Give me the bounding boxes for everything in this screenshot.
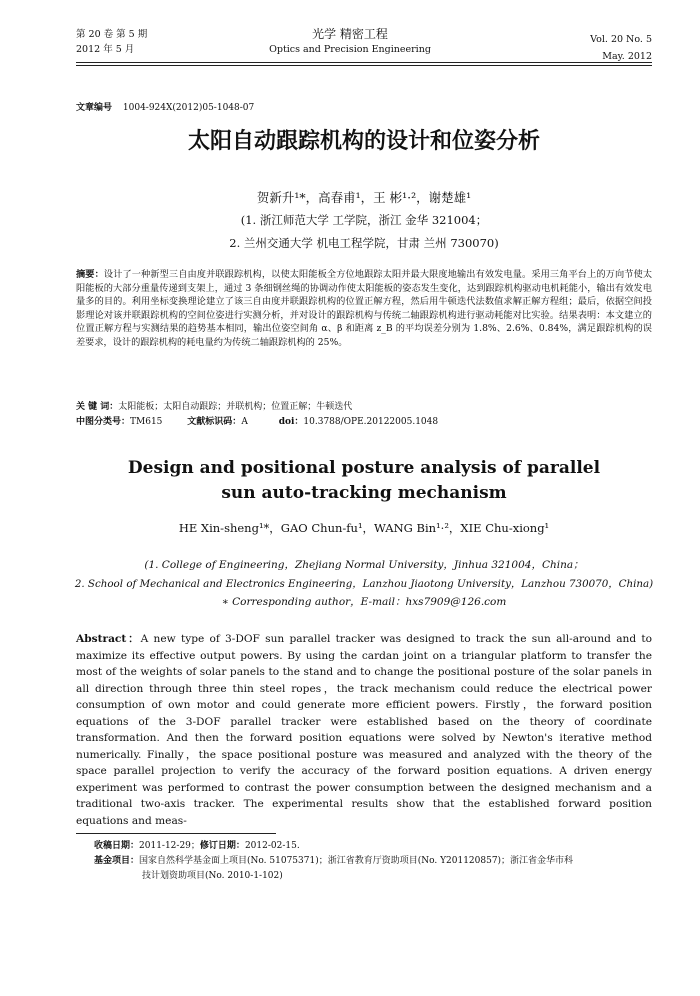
footnote-rule xyxy=(76,833,276,834)
article-number-label: 文章编号 xyxy=(76,103,113,113)
received-date: 2011-12-29； xyxy=(139,841,200,851)
article-number xyxy=(76,101,254,115)
article-number-value: 1004-924X(2012)05-1048-07 xyxy=(122,103,255,113)
footnote-dates xyxy=(94,839,654,853)
cn-keywords-text: 太阳能板；太阳自动跟踪；并联机构；位置正解；牛顿迭代 xyxy=(118,402,353,412)
cn-authors: 贺新升¹*，高春甫¹，王 彬¹·²，谢楚雄¹ xyxy=(256,190,472,205)
cn-abstract-label: 摘要： xyxy=(76,269,104,280)
en-affiliation-1: (1. College of Engineering，Zhejiang Normal University，Jinhua 321004，China； xyxy=(144,559,584,571)
doc-id-value: A xyxy=(241,417,248,427)
cn-keywords xyxy=(76,400,652,414)
cn-title: 太阳自动跟踪机构的设计和位姿分析 xyxy=(187,129,540,154)
journal-date-cn: 2012 年 5 月 xyxy=(76,44,135,55)
cn-classification xyxy=(76,415,652,429)
cn-abstract-text: 设计了一种新型三自由度并联跟踪机构，以使太阳能板全方位地跟踪太阳并最大限度地输出有效发电量。采用三角平台上的万向节使太阳能板的大部分重量传递到支架上，通过 3 条细钢丝绳的协调动作使太阳能板的姿态发生变化，达到跟踪机构驱动电机耗能小，输出有效发电量多的目的。利用坐标变换理论建立了该三自由度并联跟踪机构的位置正解方程，然后用牛顿迭代法数值求解正解方程组；最后，依据空间投影理论对该并联跟踪机构的空间位姿进行实测分析，并对设计的跟踪机构与传统二轴跟踪机构进行驱动耗能对比实验。结果表明：本文建立的位置正解方程与实测结果的趋势基本相同，输出位姿空间角 α、β 和距离 z_B 的平均误差分别为 1.8%、2.6%、0.84%，满足跟踪机构的误差要求，设计的跟踪机构的耗电量约为传统二轴跟踪机构的 25%。 xyxy=(76,269,653,348)
doi-value: 10.3788/OPE.20122005.1048 xyxy=(303,417,439,427)
class-value: TM615 xyxy=(130,417,163,427)
doi-label: doi： xyxy=(278,417,304,427)
journal-date-en: May. 2012 xyxy=(602,51,652,62)
en-affiliation-2: 2. School of Mechanical and Electronics Engineering，Lanzhou Jiaotong University，Lanzhou 730070，China) xyxy=(74,578,654,590)
en-authors: HE Xin-sheng¹*，GAO Chun-fu¹，WANG Bin¹·²，XIE Chu-xiong¹ xyxy=(178,521,550,535)
en-title-line2: sun auto-tracking mechanism xyxy=(221,483,507,503)
journal-volume-en: Vol. 20 No. 5 xyxy=(590,34,652,45)
journal-name-cn: 光学 精密工程 xyxy=(312,27,388,41)
footnote-fund xyxy=(94,854,654,868)
fund-line1: 国家自然科学基金面上项目(No. 51075371)；浙江省教育厅资助项目(No. Y201120857)；浙江省金华市科 xyxy=(139,856,574,866)
class-label: 中图分类号： xyxy=(76,417,131,427)
header-rule-bottom xyxy=(76,65,652,66)
doc-id-label: 文献标识码： xyxy=(187,417,242,427)
en-abstract xyxy=(76,631,652,829)
cn-affiliation-1: (1. 浙江师范大学 工学院，浙江 金华 321004； xyxy=(240,213,488,227)
fund-label: 基金项目： xyxy=(94,856,140,866)
en-title-line1: Design and positional posture analysis of parallel xyxy=(127,458,601,478)
cn-abstract xyxy=(76,268,652,350)
en-abstract-text: A new type of 3-DOF sun parallel tracker was designed to track the sun all-around and to maximize its effective output powers. By using the cardan joint on a triangular platform to transfer the most of the weights of solar panels to the stand and to change the positional posture of the solar panels in all direction through three thin steel ropes，the track mechanism could reduce the electrical power consumption of own motor and could generate more efficient powers. Firstly，the forward position equations of the 3-DOF parallel tracker were established based on the theory of coordinate transformation. And then the forward position equations were solved by Newton's iterative method numerically. Finally，the space positional posture was measured and analyzed with the theory of the space parallel projection to verify the accuracy of the forward position equations. A driven energy experiment was performed to contrast the power consumption between the designed mechanism and a traditional two-axis tracker. The experimental results show that the established forward position equations and meas- xyxy=(76,633,653,827)
revised-date: 2012-02-15. xyxy=(244,841,300,851)
cn-affiliation-2: 2. 兰州交通大学 机电工程学院，甘肃 兰州 730070) xyxy=(229,236,499,250)
journal-volume-issue: 第 20 卷 第 5 期 xyxy=(76,29,148,40)
en-abstract-label: Abstract： xyxy=(76,633,141,645)
revised-label: 修订日期： xyxy=(199,841,245,851)
footnote-fund-cont: 技计划资助项目(No. 2010-1-102) xyxy=(142,871,283,881)
cn-keywords-label: 关 键 词： xyxy=(76,402,119,412)
en-corresponding: ∗ Corresponding author，E-mail：hxs7909@126.com xyxy=(221,596,507,608)
journal-name-en: Optics and Precision Engineering xyxy=(269,44,431,55)
received-label: 收稿日期： xyxy=(94,841,140,851)
header-rule-top xyxy=(76,62,652,63)
